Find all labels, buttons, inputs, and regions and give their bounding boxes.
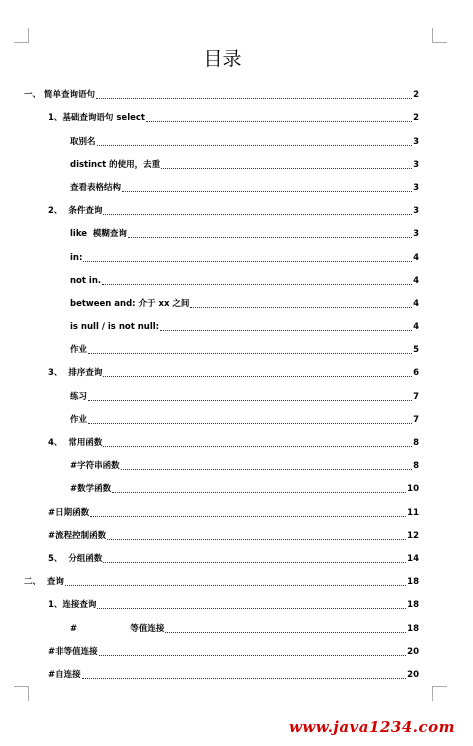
toc-entry[interactable] [24,495,419,518]
toc-entry-page-number: 18 [407,577,419,588]
toc-leader-dots [102,284,412,285]
toc-entry-page-number: 20 [407,646,419,657]
toc-entry-label: is null / is not null: [70,322,160,333]
toc-entry-label: #字符串函数 [70,461,120,472]
corner-mark-top-left [14,28,29,43]
toc-leader-dots [88,400,412,401]
toc-entry-label: #非等值连接 [48,646,98,657]
toc-leader-dots [65,585,406,586]
toc-entry[interactable] [24,449,419,472]
toc-leader-dots [165,632,406,633]
toc-leader-dots [83,261,412,262]
toc-entry-page-number: 10 [407,484,419,495]
toc-entry[interactable] [24,194,419,217]
toc-entry-page-number: 18 [407,623,419,634]
toc-entry-label: 作业 [70,345,88,356]
toc-entry-page-number: 5 [413,345,419,356]
toc-entry-label: 查看表格结构 [70,182,122,193]
toc-entry[interactable] [24,542,419,565]
toc-entry[interactable] [24,148,419,171]
toc-entry-label: 3、 排序查询 [48,368,103,379]
toc-leader-dots [82,678,407,679]
toc-entry-label: not in. [70,275,102,286]
toc-entry-page-number: 7 [413,391,419,402]
toc-entry-page-number: 4 [413,298,419,309]
toc-entry[interactable] [24,472,419,495]
toc-entry-label: #流程控制函数 [48,530,107,541]
toc-entry[interactable] [24,287,419,310]
toc-entry-label: 取别名 [70,136,96,147]
toc-entry-label: 1、连接查询 [48,600,97,611]
toc-entry[interactable] [24,403,419,426]
toc-entry[interactable] [24,310,419,333]
toc-entry-page-number: 3 [413,159,419,170]
toc-leader-dots [103,446,412,447]
toc-entry-label: 5、 分组函数 [48,553,103,564]
toc-entry[interactable] [24,379,419,402]
toc-entry-page-number: 8 [413,461,419,472]
toc-entry-label: #自连接 [48,669,81,680]
toc-leader-dots [128,237,412,238]
toc-entry[interactable] [24,124,419,147]
toc-entry-page-number: 4 [413,275,419,286]
toc-entry-label: in: [70,252,83,263]
toc-leader-dots [99,655,407,656]
toc-entry[interactable] [24,635,419,658]
toc-leader-dots [122,191,412,192]
toc-entry[interactable] [24,565,419,588]
toc-entry[interactable] [24,519,419,542]
toc-entry-label: like 模糊查询 [70,229,127,240]
toc-entry[interactable] [24,264,419,287]
toc-leader-dots [96,98,412,99]
toc-entry-label: 1、基础查询语句 select [48,113,145,124]
toc-entry[interactable] [24,171,419,194]
watermark: www.java1234.com [288,718,455,736]
toc-leader-dots [97,145,413,146]
toc-entry[interactable] [24,658,419,681]
toc-entry-page-number: 3 [413,136,419,147]
toc-entry-page-number: 3 [413,206,419,217]
toc-entry-page-number: 6 [413,368,419,379]
toc-entry-page-number: 7 [413,414,419,425]
toc-entry[interactable] [24,240,419,263]
toc-leader-dots [107,539,406,540]
toc-entry-label: 4、 常用函数 [48,438,103,448]
toc-entry[interactable] [24,333,419,356]
toc-entry-label: distinct 的使用，去重 [70,159,161,170]
toc-entry-page-number: 12 [407,530,419,541]
corner-mark-top-right [432,28,447,43]
toc-entry-page-number: 4 [413,252,419,263]
toc-entry[interactable] [24,101,419,124]
toc-entry-page-number: 4 [413,322,419,333]
corner-mark-bottom-left [14,686,29,701]
toc-leader-dots [97,608,406,609]
toc-entry-label: #日期函数 [48,507,90,518]
corner-mark-bottom-right [432,686,447,701]
toc-entry-page-number: 3 [413,229,419,240]
toc-entry-label: 二、 查询 [24,577,64,588]
toc-leader-dots [103,214,412,215]
toc-entry[interactable] [24,426,419,449]
toc-entry-page-number: 3 [413,182,419,193]
toc-entry-label: 作业 [70,414,88,425]
page-title: 目录 [203,48,242,70]
toc-leader-dots [90,516,406,517]
toc-entry[interactable] [24,217,419,240]
toc-entry-page-number: 2 [413,90,419,101]
toc-entry-page-number: 8 [413,438,419,448]
toc-leader-dots [190,307,412,308]
toc-entry[interactable] [24,588,419,611]
toc-entry-page-number: 20 [407,669,419,680]
toc-entry[interactable] [24,356,419,379]
table-of-contents [24,78,419,681]
toc-entry-label: 练习 [70,391,88,402]
toc-leader-dots [88,423,412,424]
toc-entry-page-number: 11 [407,507,419,518]
toc-entry[interactable] [24,611,419,634]
toc-entry-page-number: 14 [407,553,419,564]
toc-leader-dots [112,492,406,493]
toc-entry-label: #数学函数 [70,484,112,495]
toc-entry-page-number: 18 [407,600,419,611]
toc-entry-label: 2、 条件查询 [48,206,103,217]
toc-leader-dots [121,469,412,470]
toc-leader-dots [103,376,412,377]
toc-leader-dots [88,353,412,354]
toc-entry-label: # 等值连接 [70,623,165,634]
toc-leader-dots [161,168,412,169]
toc-leader-dots [146,121,412,122]
toc-entry-label: between and: 介于 xx 之间 [70,298,190,309]
toc-entry-page-number: 2 [413,113,419,124]
toc-leader-dots [103,562,406,563]
toc-leader-dots [160,330,412,331]
toc-entry-label: 一、 简单查询语句 [24,90,95,101]
toc-entry[interactable] [24,78,419,101]
